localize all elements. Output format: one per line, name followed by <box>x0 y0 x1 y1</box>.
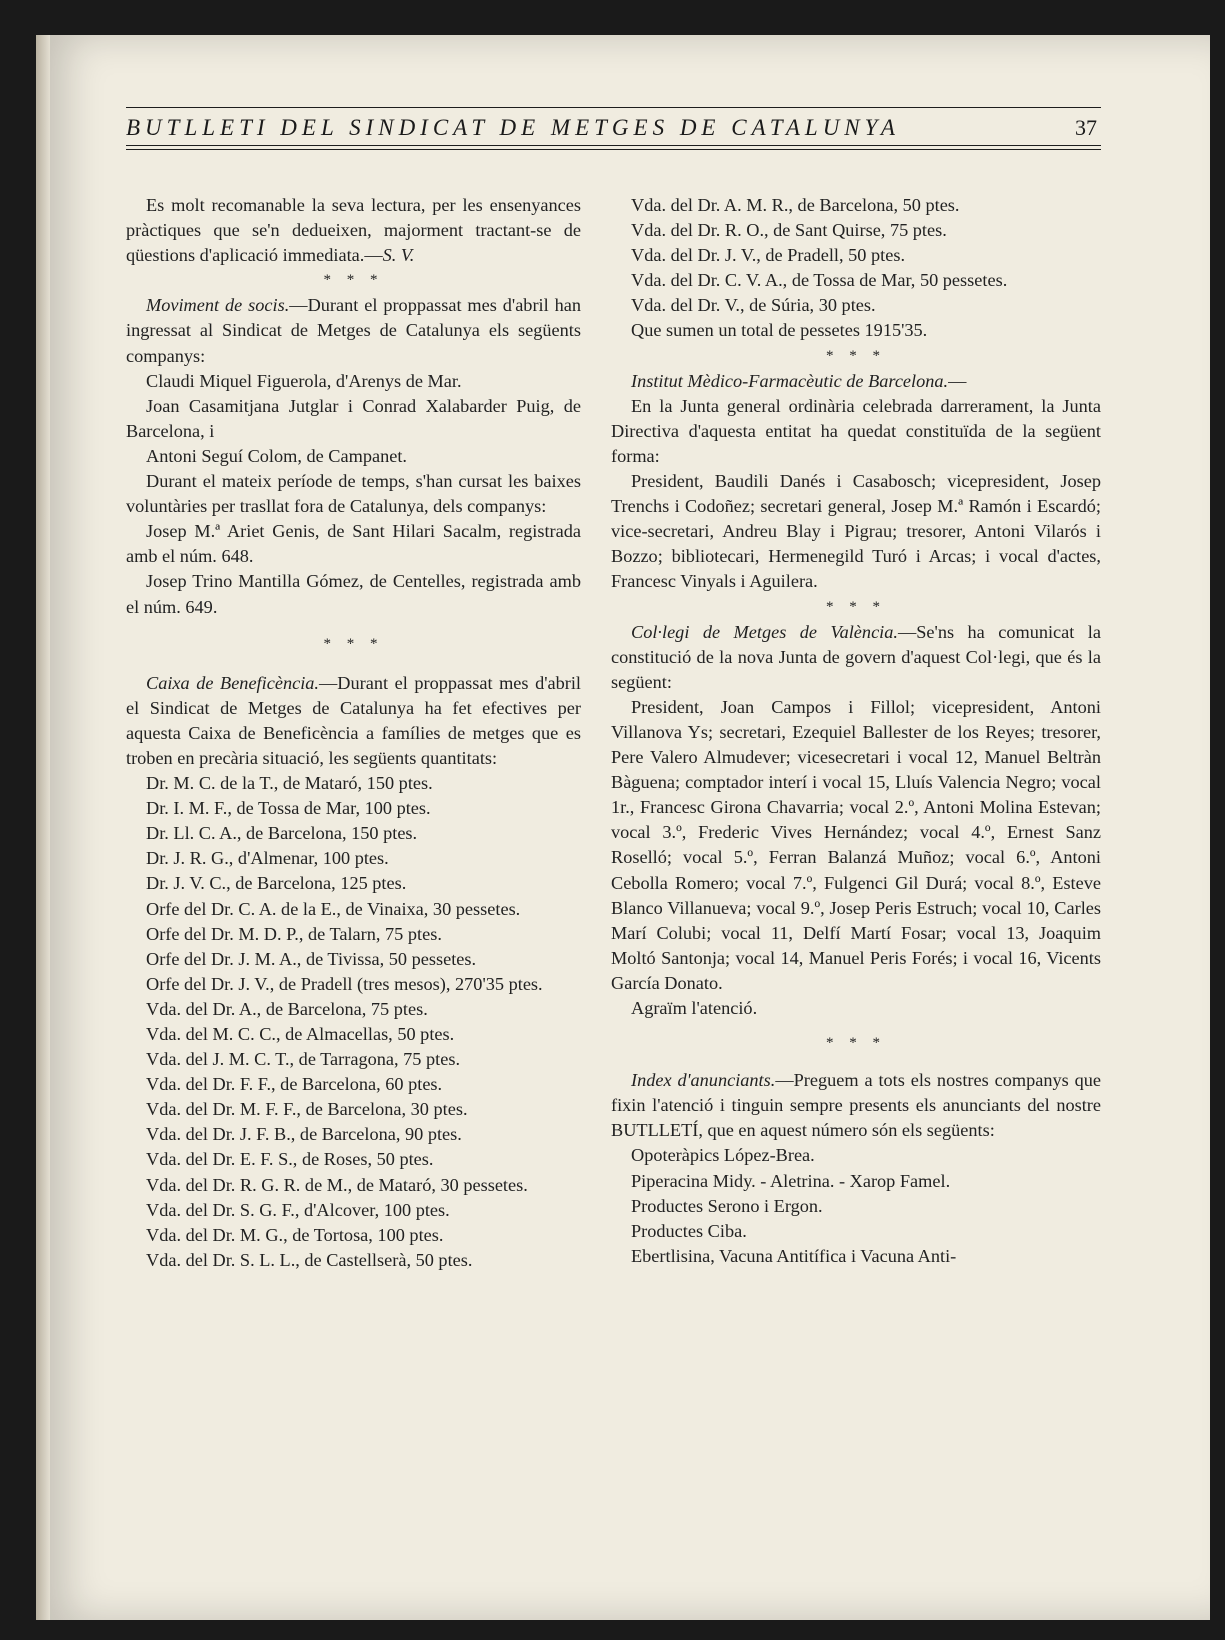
caixa-item: Vda. del Dr. M. G., de Tortosa, 100 ptes. <box>146 1224 444 1245</box>
institut-heading: Institut Mèdico-Farmacèutic de Barcelona.— <box>631 370 967 391</box>
signature: S. V. <box>382 245 415 266</box>
journal-page <box>36 35 1210 1620</box>
caixa-item: Vda. del Dr. M. F. F., de Barcelona, 30 ptes. <box>146 1099 468 1120</box>
advertiser-item: Opoteràpics López-Brea. <box>631 1145 815 1166</box>
moviment-paragraph: Moviment de socis.—Durant el proppassat mes d'abril han ingressat al Sindicat de Metges de Catalunya els següents companys: <box>126 295 581 366</box>
new-member: Claudi Miquel Figuerola, d'Arenys de Mar. <box>146 370 462 391</box>
page-number: 37 <box>1075 115 1097 140</box>
caixa-item: Dr. M. C. de la T., de Mataró, 150 ptes. <box>146 773 433 794</box>
caixa-item: Vda. del Dr. S. L. L., de Castellserà, 50 ptes. <box>146 1249 473 1270</box>
institut-paragraph: En la Junta general ordinària celebrada darrerament, la Junta Directiva d'aquesta entitat ha quedat constituïda de la següent forma: <box>611 395 1101 466</box>
caixa-item: Vda. del Dr. E. F. S., de Roses, 50 ptes. <box>146 1149 434 1170</box>
header-line <box>126 108 1101 145</box>
intro-paragraph: Es molt recomanable la seva lectura, per les ensenyances pràctiques que se'n dedueixen, majorment tractant-se de qüestions d'aplicació immediata.—S. V. <box>126 195 581 266</box>
moviment-title: Moviment de socis. <box>146 295 290 316</box>
index-paragraph: Index d'anunciants.—Preguem a tots els nostres companys que fixin l'atenció i tinguin sempre presents els anunciants del nostre BUTLLETÍ, que en aquest número són els següents: <box>611 1070 1101 1141</box>
section-separator: * * * <box>323 272 384 289</box>
new-member: Joan Casamitjana Jutglar i Conrad Xalabarder Puig, de Barcelona, i <box>126 395 581 441</box>
advertiser-item: Piperacina Midy. - Aletrina. - Xarop Famel. <box>631 1170 951 1191</box>
institut-title: Institut Mèdico-Farmacèutic de Barcelona. <box>631 370 949 391</box>
caixa-item: Vda. del Dr. V., de Súria, 30 ptes. <box>631 295 876 316</box>
new-member: Antoni Seguí Colom, de Campanet. <box>146 445 407 466</box>
advertiser-item: Productes Ciba. <box>631 1220 747 1241</box>
advertiser-item: Ebertlisina, Vacuna Antitífica i Vacuna Anti- <box>631 1245 957 1266</box>
caixa-item: Vda. del Dr. F. F., de Barcelona, 60 ptes. <box>146 1074 443 1095</box>
departed-member: Josep M.ª Ariet Genis, de Sant Hilari Sacalm, registrada amb el núm. 648. <box>126 521 581 567</box>
caixa-item: Vda. del Dr. S. G. F., d'Alcover, 100 ptes. <box>146 1199 450 1220</box>
caixa-item: Vda. del Dr. R. G. R. de M., de Mataró, 30 pessetes. <box>146 1174 528 1195</box>
caixa-item: Vda. del J. M. C. T., de Tarragona, 75 ptes. <box>146 1049 461 1070</box>
collegi-title: Col·legi de Metges de València. <box>631 621 898 642</box>
caixa-item: Dr. Ll. C. A., de Barcelona, 150 ptes. <box>146 823 418 844</box>
caixa-item: Dr. I. M. F., de Tossa de Mar, 100 ptes. <box>146 798 431 819</box>
header-bottom-rule-2 <box>126 149 1101 150</box>
collegi-board: President, Joan Campos i Fillol; vicepresident, Antoni Villanova Ys; secretari, Ezequiel Ballester de los Reyes; tresorer, Pere Valero Almudever; vicesecretari i vocal 12, Manuel Beltràn Bàguena; comptador interí i vocal 15, Lluís Valencia Negro; vocal 1r., Francesc Girona Chavarria; vocal 2.º, Antoni Molina Estevan; vocal 3.º, Frederic Vives Hernández; vocal 4.º, Ernest Sanz Roselló; vocal 5.º, Ferran Balanzá Muñoz; vocal 6.º, Antoni Cebolla Romero; vocal 7.º, Fulgenci Gil Durá; vocal 8.º, Esteve Blanco Villanueva; vocal 9.º, Josep Peris Estruch; vocal 10, Carles Marí Colubi; vocal 11, Delfí Martí Fosar; vocal 13, Joaquim Moltó Santonja; vocal 14, Manuel Peris Forés; i vocal 16, Vicents García Donato. <box>611 696 1101 993</box>
caixa-item: Vda. del Dr. R. O., de Sant Quirse, 75 ptes. <box>631 220 947 241</box>
section-separator: * * * <box>323 635 384 652</box>
caixa-item: Dr. J. R. G., d'Almenar, 100 ptes. <box>146 848 389 869</box>
caixa-title: Caixa de Beneficència. <box>146 672 319 693</box>
caixa-item: Vda. del Dr. A., de Barcelona, 75 ptes. <box>146 998 428 1019</box>
departed-member: Josep Trino Mantilla Gómez, de Centelles, registrada amb el núm. 649. <box>126 571 581 617</box>
left-column <box>126 193 581 1273</box>
advertiser-item: Productes Serono i Ergon. <box>631 1195 823 1216</box>
section-separator: * * * <box>826 1035 886 1052</box>
journal-title: BUTLLETI DEL SINDICAT DE METGES DE CATALUNYA <box>126 115 900 140</box>
caixa-item: Vda. del Dr. J. F. B., de Barcelona, 90 ptes. <box>146 1124 462 1145</box>
section-separator: * * * <box>826 347 886 364</box>
caixa-item: Vda. del Dr. J. V., de Pradell, 50 ptes. <box>631 245 906 266</box>
caixa-item: Dr. J. V. C., de Barcelona, 125 ptes. <box>146 873 407 894</box>
page-spine-shadow <box>36 35 50 1620</box>
right-column <box>611 193 1101 1269</box>
caixa-paragraph: Caixa de Beneficència.—Durant el proppassat mes d'abril el Sindicat de Metges de Catalunya ha fet efectives per aquesta Caixa de Beneficència a famílies de metges que es troben en precària situació, les següents quantitats: <box>126 672 582 768</box>
caixa-item: Orfe del Dr. M. D. P., de Talarn, 75 ptes. <box>146 923 442 944</box>
index-title: Index d'anunciants. <box>631 1070 776 1091</box>
caixa-item: Vda. del Dr. A. M. R., de Barcelona, 50 ptes. <box>631 195 960 215</box>
header-bottom-rule <box>126 145 1101 146</box>
caixa-total: Que sumen un total de pessetes 1915'35. <box>631 320 928 341</box>
caixa-item: Orfe del Dr. J. V., de Pradell (tres mesos), 270'35 ptes. <box>146 973 543 994</box>
caixa-item: Orfe del Dr. J. M. A., de Tivissa, 50 pessetes. <box>146 948 477 969</box>
caixa-item: Vda. del M. C. C., de Almacellas, 50 ptes. <box>146 1024 455 1044</box>
collegi-paragraph: Col·legi de Metges de València.—Se'ns ha comunicat la constitució de la nova Junta de govern d'aquest Col·legi, que és la següent: <box>611 621 1102 692</box>
caixa-item: Orfe del Dr. C. A. de la E., de Vinaixa, 30 pessetes. <box>146 898 521 919</box>
moviment-baixes-paragraph: Durant el mateix període de temps, s'han cursat les baixes voluntàries per trasllat fora de Catalunya, dels companys: <box>126 471 581 517</box>
section-separator: * * * <box>826 598 886 615</box>
institut-board: President, Baudili Danés i Casabosch; vicepresident, Josep Trenchs i Codoñez; secretari general, Josep M.ª Ramón i Escardó; vice-secretari, Andreu Blay i Pigrau; tresorer, Antoni Vilarós i Bozzo; bibliotecari, Hermenegild Turó i Arcas; i vocal d'actes, Francesc Vinyals i Aguilera. <box>611 471 1101 592</box>
collegi-closing: Agraïm l'atenció. <box>631 998 758 1018</box>
caixa-item: Vda. del Dr. C. V. A., de Tossa de Mar, 50 pessetes. <box>631 270 1008 291</box>
page-header <box>126 107 1101 150</box>
